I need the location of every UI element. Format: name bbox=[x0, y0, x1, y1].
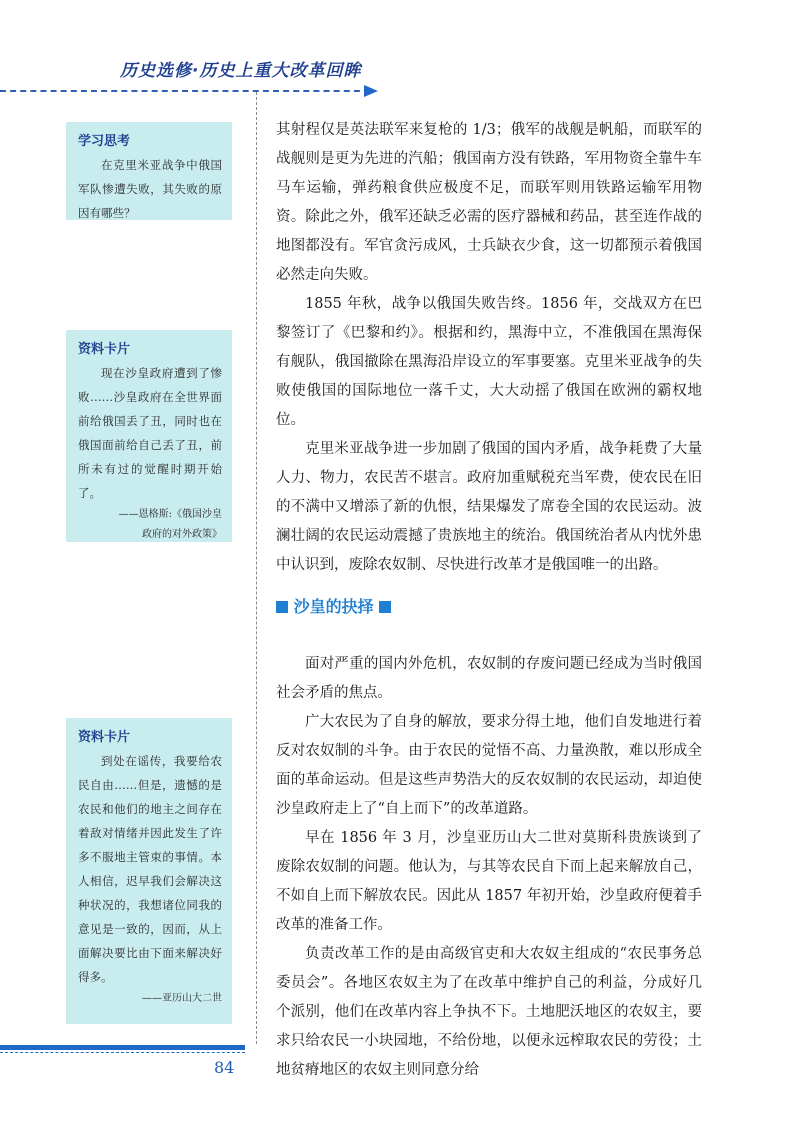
header-arrow-icon bbox=[364, 85, 378, 97]
sidebox-text: 在克里米亚战争中俄国军队惨遭失败，其失败的原因有哪些？ bbox=[78, 158, 222, 220]
paragraph: 面对严重的国内外危机，农奴制的存废问题已经成为当时俄国社会矛盾的焦点。 bbox=[276, 656, 702, 701]
paragraph: 1855 年秋，战争以俄国失败告终。1856 年，交战双方在巴黎签订了《巴黎和约》。根据和约，黑海中立，不准俄国在黑海保有舰队，俄国撤除在黑海沿岸设立的军事要塞。克里米亚战争的失败使俄国的国际地位一落千丈，大大动摇了俄国在欧洲的霸权地位。 bbox=[276, 296, 702, 428]
square-bullet-icon bbox=[379, 601, 391, 613]
paragraph: 广大农民为了自身的解放，要求分得土地，他们自发地进行着反对农奴制的斗争。由于农民的觉悟不高、力量涣散，难以形成全面的革命运动。但是这些声势浩大的反农奴制的农民运动，却迫使沙皇政府走上了“自上而下”的改革道路。 bbox=[276, 714, 702, 817]
section-title: 沙皇的抉择 bbox=[293, 597, 374, 616]
sidebox-text: 现在沙皇政府遭到了惨败……沙皇政府在全世界面前给俄国丢了丑，同时也在俄国面前给自己丢了丑，前所未有过的觉醒时期开始了。 bbox=[78, 366, 222, 500]
paragraph: 克里米亚战争进一步加剧了俄国的国内矛盾，战争耗费了大量人力、物力，农民苦不堪言。政府加重赋税充当军费，使农民在旧的不满中又增添了新的仇恨，结果爆发了席卷全国的农民运动。波澜壮阔的农民运动震撼了贵族地主的统治。俄国统治者从内忧外患中认识到，废除农奴制、尽快进行改革才是俄国唯一的出路。 bbox=[276, 441, 702, 573]
section-heading bbox=[276, 594, 391, 617]
sidebox-title: 资料卡片 bbox=[78, 730, 131, 745]
paragraph: 其射程仅是英法联军来复枪的 1/3；俄军的战舰是帆船，而联军的战舰则是更为先进的汽船；俄国南方没有铁路，军用物资全靠牛车马车运输，弹药粮食供应极度不足，而联军则用铁路运输军用物资。除此之外，俄军还缺乏必需的医疗器械和药品，甚至连作战的地图都没有。军官贪污成风，士兵缺衣少食，这一切都预示着俄国必然走向失败。 bbox=[276, 122, 702, 283]
sidebox-info-card-1 bbox=[66, 330, 232, 542]
square-bullet-icon bbox=[276, 601, 288, 613]
sidebox-title: 资料卡片 bbox=[78, 342, 131, 357]
header-rule bbox=[0, 90, 370, 92]
paragraph: 早在 1856 年 3 月，沙皇亚历山大二世对莫斯科贵族谈到了废除农奴制的问题。他认为，与其等农民自下而上起来解放自己，不如自上而下解放农民。因此从 1857 年初开始，沙皇政府便着手改革的准备工作。 bbox=[276, 830, 702, 933]
column-divider bbox=[256, 92, 257, 1044]
paragraph: 负责改革工作的是由高级官吏和大农奴主组成的“农民事务总委员会”。各地区农奴主为了在改革中维护自己的利益，分成好几个派别，他们在改革内容上争执不下。土地肥沃地区的农奴主，要求只给农民一小块园地，不给份地，以便永远榨取农民的劳役；土地贫瘠地区的农奴主则同意分给 bbox=[276, 946, 702, 1078]
footer-bar bbox=[0, 1045, 245, 1050]
sidebox-source: ——恩格斯:《俄国沙皇 bbox=[118, 509, 222, 520]
sidebox-study-thinking bbox=[66, 122, 232, 220]
header-title: 历史选修·历史上重大改革回眸 bbox=[120, 61, 362, 81]
footer-rule bbox=[0, 1052, 245, 1053]
main-text-upper bbox=[276, 116, 702, 580]
sidebox-title: 学习思考 bbox=[78, 134, 131, 149]
sidebox-text: 到处在谣传，我要给农民自由……但是，遗憾的是农民和他们的地主之间存在着敌对情绪并因此发生了许多不服地主管束的事情。本人相信，迟早我们会解决这种状况的，我想诸位同我的意见是一致的，因而，从上面解决要比由下面来解决好得多。 bbox=[78, 754, 222, 984]
sidebox-source: 政府的对外政策》 bbox=[142, 529, 222, 540]
sidebox-info-card-2 bbox=[66, 718, 232, 1024]
sidebox-source: ——亚历山大二世 bbox=[142, 993, 222, 1004]
main-text-lower bbox=[276, 650, 702, 1085]
page-number: 84 bbox=[214, 1058, 235, 1077]
